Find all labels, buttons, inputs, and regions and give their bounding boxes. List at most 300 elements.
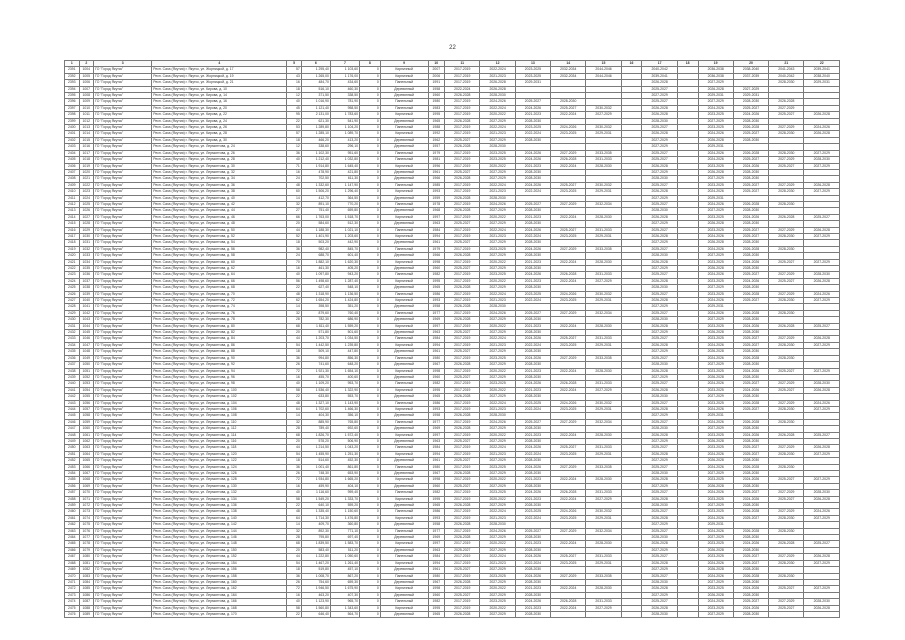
table-cell: 2025-2027: [769, 496, 804, 502]
table-cell: 1019: [79, 163, 94, 169]
table-cell: 2028-2030: [642, 394, 677, 400]
table-cell: 2031-2033: [586, 490, 621, 496]
table-cell: 2026-2028: [445, 144, 480, 150]
table-cell: 1 467,20: [301, 560, 330, 566]
table-cell: 2028-2030: [515, 221, 550, 227]
table-cell: 2028-2030: [804, 490, 840, 496]
table-cell: 1963: [428, 438, 445, 444]
table-cell: 1 934,80: [301, 477, 330, 483]
table-cell: 1 116,60: [301, 490, 330, 496]
table-cell: Кирпичный: [380, 323, 428, 329]
table-cell: 2025-2027: [642, 528, 677, 534]
table-cell: 2017-2019: [445, 573, 480, 579]
table-cell: 1963: [428, 330, 445, 336]
table-cell: 2027-2029: [586, 387, 621, 393]
table-cell: 72: [287, 368, 302, 374]
table-cell: 2026-2028: [480, 86, 515, 92]
table-cell: Панельный: [380, 355, 428, 361]
table-cell: 2027-2029: [769, 599, 804, 605]
table-cell: 686,90: [330, 317, 359, 323]
table-cell: Респ. Саха (Якутия) г. Якутск, ул. Лермонтова, д. 158: [152, 573, 287, 579]
table-cell: 1007: [79, 86, 94, 92]
table-cell: 2039-2041: [642, 73, 677, 79]
table-cell: 14: [287, 195, 302, 201]
table-cell: 455,70: [301, 374, 330, 380]
table-cell: 1 001,40: [301, 464, 330, 470]
table-cell: 2028-2030: [804, 381, 840, 387]
table-cell: ГО "Город Якутск": [94, 80, 152, 86]
table-cell: Кирпичный: [380, 189, 428, 195]
table-cell: 2028-2030: [733, 118, 768, 124]
table-cell: 1998: [428, 477, 445, 483]
table-cell: 2017-2019: [445, 477, 480, 483]
table-cell: 2026-2028: [698, 438, 733, 444]
table-cell: 2028-2030: [804, 599, 840, 605]
table-cell: 2026-2028: [698, 137, 733, 143]
table-cell: 1055: [79, 394, 94, 400]
table-cell: 2021-2023: [515, 163, 550, 169]
table-cell: 2456: [65, 483, 80, 489]
table-cell: Деревянный: [380, 471, 428, 477]
table-cell: 601,40: [330, 253, 359, 259]
table-cell: 2028-2030: [480, 522, 515, 528]
table-cell: 2027-2029: [480, 483, 515, 489]
table-cell: Кирпичный: [380, 214, 428, 220]
table-cell: 2017-2019: [445, 528, 480, 534]
table-cell: 2028-2030: [515, 266, 550, 272]
table-cell: [769, 611, 804, 617]
table-cell: 2024-2026: [515, 445, 550, 451]
table-cell: 2026-2028: [733, 464, 768, 470]
table-cell: 2020-2022: [480, 259, 515, 265]
table-cell: 2024-2026: [698, 272, 733, 278]
table-cell: 18: [287, 86, 302, 92]
table-cell: Респ. Саха (Якутия) г. Якутск, ул. Кирова, д. 20: [152, 105, 287, 111]
table-cell: 1 675,90: [330, 586, 359, 592]
table-cell: ГО "Город Якутск": [94, 355, 152, 361]
table-cell: ГО "Город Якутск": [94, 169, 152, 175]
table-cell: 2027-2029: [804, 233, 840, 239]
table-cell: 2415: [65, 221, 80, 227]
column-header: 17: [642, 61, 677, 67]
table-cell: 2025-2027: [733, 131, 768, 137]
table-cell: 1039: [79, 291, 94, 297]
table-cell: 2029-2031: [698, 144, 733, 150]
table-cell: 2400: [65, 125, 80, 131]
table-cell: 2027-2029: [642, 195, 677, 201]
table-cell: ГО "Город Якутск": [94, 221, 152, 227]
table-cell: ГО "Город Якутск": [94, 381, 152, 387]
table-cell: 1022: [79, 182, 94, 188]
table-cell: Панельный: [380, 509, 428, 515]
table-cell: 760,40: [330, 310, 359, 316]
table-cell: 2027-2029: [804, 560, 840, 566]
table-cell: 28: [287, 426, 302, 432]
table-cell: Деревянный: [380, 535, 428, 541]
table-cell: 2474: [65, 599, 80, 605]
table-cell: 2023-2025: [480, 272, 515, 278]
table-cell: 2022-2024: [480, 182, 515, 188]
table-cell: 2021-2023: [480, 189, 515, 195]
table-cell: 2026-2028: [480, 80, 515, 86]
table-cell: 2026-2028: [445, 362, 480, 368]
table-cell: 2033-2035: [586, 573, 621, 579]
table-cell: 2030-2032: [586, 291, 621, 297]
table-cell: ГО "Город Якутск": [94, 240, 152, 246]
table-cell: ГО "Город Якутск": [94, 195, 152, 201]
table-cell: 2027-2029: [480, 592, 515, 598]
table-cell: 2021-2023: [515, 214, 550, 220]
table-cell: 2027-2029: [804, 477, 840, 483]
table-cell: 2023-2025: [551, 189, 586, 195]
table-cell: Панельный: [380, 80, 428, 86]
table-cell: Панельный: [380, 419, 428, 425]
table-cell: 2022-2024: [515, 560, 550, 566]
table-cell: 2422: [65, 266, 80, 272]
table-cell: 2036-2038: [698, 73, 733, 79]
table-cell: Респ. Саха (Якутия) г. Якутск, ул. Лермонтова, д. 156: [152, 567, 287, 573]
table-cell: 1069: [79, 483, 94, 489]
table-cell: 2397: [65, 105, 80, 111]
table-cell: 2027-2029: [480, 374, 515, 380]
table-cell: ГО "Город Якутск": [94, 336, 152, 342]
table-cell: Респ. Саха (Якутия) г. Якутск, ул. Лермонтова, д. 70: [152, 291, 287, 297]
table-cell: ГО "Город Якутск": [94, 285, 152, 291]
table-cell: 2027-2029: [480, 438, 515, 444]
table-cell: 1 203,60: [330, 233, 359, 239]
table-cell: 548,10: [330, 285, 359, 291]
table-cell: 1957: [428, 144, 445, 150]
table-cell: Респ. Саха (Якутия) г. Якутск, ул. Лермонтова, д. 120: [152, 451, 287, 457]
table-cell: 770,20: [330, 201, 359, 207]
table-cell: 2029-2031: [586, 342, 621, 348]
table-cell: 1 826,70: [301, 432, 330, 438]
table-cell: 2006: [428, 73, 445, 79]
table-cell: 1 549,20: [301, 496, 330, 502]
table-cell: 2026-2028: [733, 573, 768, 579]
table-cell: 1 265,00: [301, 73, 330, 79]
table-cell: 2028-2030: [515, 118, 550, 124]
table-cell: Респ. Саха (Якутия) г. Якутск, ул. Кирова, д. 24: [152, 118, 287, 124]
table-cell: ГО "Город Якутск": [94, 573, 152, 579]
table-cell: 1996: [428, 163, 445, 169]
table-cell: 2007: [428, 67, 445, 73]
table-cell: 1080: [79, 554, 94, 560]
column-header: 2: [79, 61, 94, 67]
table-cell: 611,30: [330, 176, 359, 182]
table-cell: 0: [359, 381, 380, 387]
table-cell: 2028-2030: [515, 535, 550, 541]
table-cell: 2027-2029: [769, 336, 804, 342]
table-cell: 2026-2028: [698, 221, 733, 227]
table-cell: 2021-2023: [480, 298, 515, 304]
table-cell: ГО "Город Якутск": [94, 182, 152, 188]
table-cell: 1068: [79, 477, 94, 483]
table-cell: 2027-2029: [698, 80, 733, 86]
table-cell: Респ. Саха (Якутия) г. Якутск, ул. Лермонтова, д. 24: [152, 144, 287, 150]
table-cell: 2025-2027: [769, 112, 804, 118]
table-cell: 1009: [79, 99, 94, 105]
table-cell: 460,30: [330, 86, 359, 92]
table-cell: 1960: [428, 592, 445, 598]
table-cell: 2028-2030: [769, 80, 804, 86]
table-cell: 2027-2029: [804, 163, 840, 169]
table-cell: 2017-2019: [445, 125, 480, 131]
table-cell: 2028-2030: [642, 471, 677, 477]
table-cell: 2027-2029: [642, 349, 677, 355]
table-cell: 2036-2038: [698, 67, 733, 73]
table-cell: 0: [359, 118, 380, 124]
table-cell: 0: [359, 374, 380, 380]
table-cell: 2027-2029: [698, 118, 733, 124]
table-cell: 2026-2028: [642, 214, 677, 220]
table-cell: Респ. Саха (Якутия) г. Якутск, ул. Лермонтова, д. 168: [152, 605, 287, 611]
table-cell: 296,10: [330, 144, 359, 150]
table-cell: 2021-2023: [515, 432, 550, 438]
table-cell: 1061: [79, 432, 94, 438]
table-cell: 2025-2027: [642, 445, 677, 451]
table-cell: 1997: [428, 214, 445, 220]
table-cell: 2027-2029: [480, 266, 515, 272]
table-cell: 0: [359, 182, 380, 188]
table-cell: 1046: [79, 336, 94, 342]
table-cell: 2017-2019: [445, 105, 480, 111]
table-cell: Респ. Саха (Якутия) г. Якутск, ул. Лермонтова, д. 68: [152, 285, 287, 291]
table-cell: 2027-2029: [480, 394, 515, 400]
table-cell: Респ. Саха (Якутия) г. Якутск, ул. Лермонтова, д. 106: [152, 406, 287, 412]
table-cell: Панельный: [380, 272, 428, 278]
table-cell: 2027-2029: [698, 285, 733, 291]
table-cell: 1085: [79, 586, 94, 592]
table-cell: 1049: [79, 355, 94, 361]
table-cell: Респ. Саха (Якутия) г. Якутск, ул. Лермонтова, д. 92: [152, 362, 287, 368]
table-cell: 2028-2030: [642, 535, 677, 541]
table-cell: Деревянный: [380, 592, 428, 598]
table-cell: 2033-2035: [586, 355, 621, 361]
table-cell: 1986: [428, 400, 445, 406]
table-cell: 2027-2029: [551, 310, 586, 316]
table-cell: 1994: [428, 451, 445, 457]
table-cell: 2024-2026: [551, 400, 586, 406]
table-cell: 2028-2030: [733, 176, 768, 182]
table-cell: 2026-2028: [804, 605, 840, 611]
table-cell: 2040-2042: [642, 67, 677, 73]
table-cell: 2025-2027: [642, 573, 677, 579]
table-cell: 1 882,10: [301, 259, 330, 265]
table-cell: ГО "Город Якутск": [94, 477, 152, 483]
table-cell: Кирпичный: [380, 259, 428, 265]
table-cell: 2017-2019: [445, 336, 480, 342]
table-cell: Панельный: [380, 105, 428, 111]
table-cell: 40: [287, 599, 302, 605]
table-cell: 2017-2019: [445, 586, 480, 592]
table-cell: 861,80: [330, 464, 359, 470]
table-cell: 442,90: [330, 240, 359, 246]
table-cell: 2463: [65, 528, 80, 534]
table-cell: 0: [359, 426, 380, 432]
table-cell: 2024-2026: [515, 336, 550, 342]
table-cell: 2026-2028: [551, 157, 586, 163]
table-cell: Респ. Саха (Якутия) г. Якутск, ул. Лермонтова, д. 148: [152, 541, 287, 547]
table-cell: 2017-2019: [445, 554, 480, 560]
table-cell: 2027-2029: [480, 330, 515, 336]
table-cell: 1087: [79, 599, 94, 605]
table-cell: 2026-2028: [642, 496, 677, 502]
table-cell: 2022-2024: [445, 86, 480, 92]
table-cell: 1053: [79, 381, 94, 387]
table-cell: 2020-2022: [480, 214, 515, 220]
table-cell: 2027-2029: [642, 458, 677, 464]
table-cell: 2017-2019: [445, 432, 480, 438]
table-cell: 2023-2025: [480, 355, 515, 361]
table-cell: 0: [359, 471, 380, 477]
table-cell: 1 455,90: [301, 451, 330, 457]
table-cell: 2024-2026: [733, 112, 768, 118]
table-cell: 2440: [65, 381, 80, 387]
table-cell: 2025-2027: [769, 368, 804, 374]
table-cell: 0: [359, 80, 380, 86]
table-cell: 2028-2030: [551, 99, 586, 105]
table-cell: 2025-2027: [733, 451, 768, 457]
table-cell: 2475: [65, 605, 80, 611]
table-cell: 18: [287, 458, 302, 464]
table-cell: 1 150,60: [330, 509, 359, 515]
table-cell: 2027-2029: [642, 221, 677, 227]
table-cell: 2028-2030: [515, 611, 550, 617]
table-cell: 748,30: [301, 471, 330, 477]
table-cell: 2027-2029: [804, 150, 840, 156]
table-cell: 2028-2030: [642, 611, 677, 617]
table-cell: 2026-2028: [769, 323, 804, 329]
table-cell: Кирпичный: [380, 515, 428, 521]
table-cell: 1020: [79, 169, 94, 175]
table-cell: Деревянный: [380, 317, 428, 323]
table-cell: 54: [287, 451, 302, 457]
table-cell: 2024-2026: [515, 554, 550, 560]
table-cell: 32: [287, 201, 302, 207]
table-cell: 2031-2033: [586, 272, 621, 278]
table-cell: 2023-2025: [480, 150, 515, 156]
table-cell: 2026-2028: [551, 272, 586, 278]
table-cell: 2028-2030: [515, 483, 550, 489]
table-cell: Респ. Саха (Якутия) г. Якутск, ул. Лермонтова, д. 98: [152, 381, 287, 387]
column-header: 5: [287, 61, 302, 67]
table-cell: Респ. Саха (Якутия) г. Якутск, ул. Кирова, д. 26: [152, 125, 287, 131]
table-cell: Кирпичный: [380, 586, 428, 592]
table-cell: 2028-2030: [515, 253, 550, 259]
table-cell: 407,30: [330, 592, 359, 598]
table-cell: 1 285,10: [301, 131, 330, 137]
table-cell: 2028-2030: [804, 272, 840, 278]
table-cell: 0: [359, 586, 380, 592]
table-cell: Кирпичный: [380, 451, 428, 457]
table-cell: 447,80: [330, 349, 359, 355]
table-cell: 2025-2027: [642, 157, 677, 163]
table-cell: 0: [359, 509, 380, 515]
table-cell: 54: [287, 560, 302, 566]
table-cell: 351,20: [330, 304, 359, 310]
table-cell: 0: [359, 67, 380, 73]
table-cell: Кирпичный: [380, 368, 428, 374]
table-cell: 1 261,40: [330, 560, 359, 566]
column-header: 15: [586, 61, 621, 67]
table-cell: Деревянный: [380, 118, 428, 124]
table-cell: 2021-2023: [515, 323, 550, 329]
table-cell: 1966: [428, 176, 445, 182]
table-cell: 2027-2029: [769, 157, 804, 163]
table-cell: Деревянный: [380, 221, 428, 227]
table-cell: 2028-2030: [733, 394, 768, 400]
table-cell: 2024-2026: [698, 233, 733, 239]
table-cell: 2028-2030: [515, 349, 550, 355]
column-header: 9: [380, 61, 428, 67]
table-cell: 0: [359, 477, 380, 483]
table-cell: 2419: [65, 246, 80, 252]
table-cell: 1060: [79, 426, 94, 432]
table-cell: 2462: [65, 522, 80, 528]
table-cell: 0: [359, 112, 380, 118]
table-cell: Респ. Саха (Якутия) г. Якутск, ул. Лермонтова, д. 60: [152, 259, 287, 265]
table-cell: 1997: [428, 541, 445, 547]
table-cell: 583,40: [301, 547, 330, 553]
table-cell: 1984: [428, 554, 445, 560]
table-cell: 2029-2031: [698, 522, 733, 528]
table-cell: 2027-2029: [551, 355, 586, 361]
table-cell: 2025-2027: [445, 266, 480, 272]
table-cell: Панельный: [380, 336, 428, 342]
table-cell: Деревянный: [380, 208, 428, 214]
table-cell: Деревянный: [380, 458, 428, 464]
table-cell: 2025-2027: [733, 298, 768, 304]
table-cell: 1 763,00: [301, 214, 330, 220]
column-header: 16: [621, 61, 642, 67]
table-cell: 0: [359, 157, 380, 163]
table-cell: 1 050,60: [330, 554, 359, 560]
table-cell: 2021-2023: [515, 586, 550, 592]
table-cell: 0: [359, 522, 380, 528]
table-cell: 1076: [79, 528, 94, 534]
table-cell: 2029-2031: [586, 189, 621, 195]
table-cell: 2024-2026: [698, 419, 733, 425]
table-cell: ГО "Город Якутск": [94, 387, 152, 393]
table-cell: 2025-2027: [733, 599, 768, 605]
table-cell: 2450: [65, 445, 80, 451]
table-cell: 2023-2025: [551, 451, 586, 457]
table-cell: 2020-2022: [480, 112, 515, 118]
table-cell: 1 914,80: [301, 163, 330, 169]
table-cell: 2024-2026: [733, 387, 768, 393]
table-cell: 1969: [428, 317, 445, 323]
table-cell: 2398: [65, 112, 80, 118]
table-cell: 2020-2022: [480, 541, 515, 547]
table-cell: 2453: [65, 464, 80, 470]
table-cell: Панельный: [380, 310, 428, 316]
table-cell: 1035: [79, 266, 94, 272]
table-cell: 1 102,30: [301, 150, 330, 156]
table-cell: 2028-2030: [733, 137, 768, 143]
table-cell: 2028-2030: [733, 240, 768, 246]
table-cell: 2394: [65, 86, 80, 92]
table-cell: 26: [287, 579, 302, 585]
table-cell: 2026-2028: [733, 509, 768, 515]
table-cell: 2028-2030: [515, 592, 550, 598]
table-cell: ГО "Город Якутск": [94, 93, 152, 99]
table-cell: 2026-2028: [642, 233, 677, 239]
table-cell: 0: [359, 144, 380, 150]
table-cell: 2027-2029: [769, 227, 804, 233]
table-cell: 782,30: [301, 317, 330, 323]
table-cell: 1980: [428, 464, 445, 470]
